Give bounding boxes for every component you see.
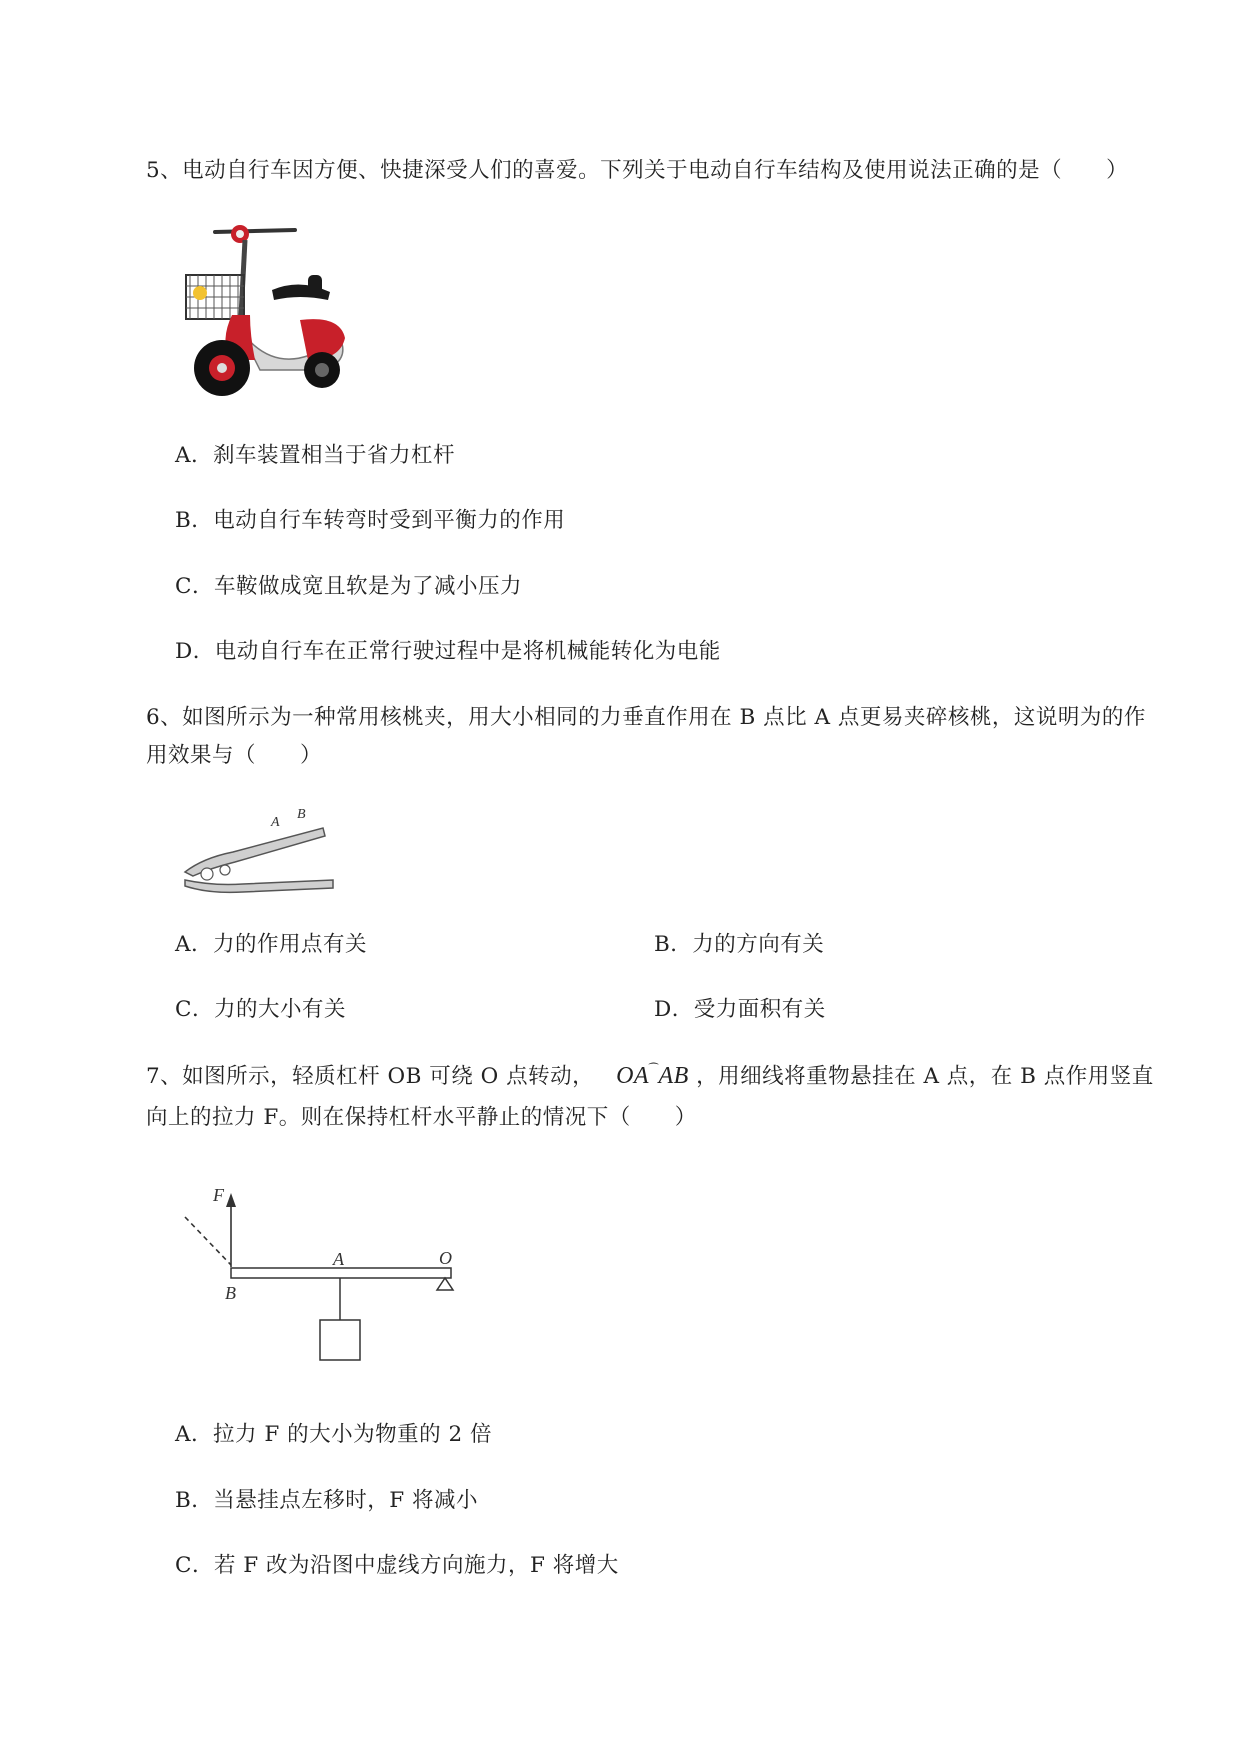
question-7-stem bbox=[146, 1057, 1156, 1137]
question-7-stem-end: ，用细线将重物悬挂在 A 点，在 B 点作用竖直向上的拉力 F。则在保持杠杆水平静止的情况下（ ） bbox=[146, 1064, 1154, 1130]
question-6-option-a: A．力的作用点有关 bbox=[175, 932, 368, 957]
question-5-option-a: A．刹车装置相当于省力杠杆 bbox=[175, 443, 456, 468]
question-6-stem: 6、如图所示为一种常用核桃夹，用大小相同的力垂直作用在 B 点比 A 点更易夹碎核桃，这说明为的作用效果与（ ） bbox=[146, 705, 1146, 768]
lever-label-f: F bbox=[213, 1185, 224, 1205]
question-6-option-b: B．力的方向有关 bbox=[654, 932, 825, 957]
electric-bicycle-image bbox=[180, 220, 370, 405]
question-6-option-c: C．力的大小有关 bbox=[175, 997, 346, 1022]
question-7-math-ab: AB bbox=[658, 1063, 689, 1089]
lever-label-a: A bbox=[333, 1249, 344, 1269]
question-7-math-symbol: ⁀ bbox=[649, 1063, 659, 1076]
nutcracker-label-b: B bbox=[297, 807, 306, 822]
nutcracker-label-a: A bbox=[271, 815, 280, 830]
question-5-stem: 5、电动自行车因方便、快捷深受人们的喜爱。下列关于电动自行车结构及使用说法正确的是（ ） bbox=[146, 158, 1129, 183]
question-7-option-a: A．拉力 F 的大小为物重的 2 倍 bbox=[175, 1422, 492, 1447]
lever-figure bbox=[175, 1175, 475, 1375]
question-5-option-c: C．车鞍做成宽且软是为了减小压力 bbox=[175, 574, 522, 599]
lever-label-o: O bbox=[439, 1248, 452, 1268]
question-7-option-c: C．若 F 改为沿图中虚线方向施力，F 将增大 bbox=[175, 1553, 619, 1578]
nutcracker-figure bbox=[173, 800, 343, 895]
question-7-option-b: B．当悬挂点左移时，F 将减小 bbox=[175, 1488, 479, 1513]
question-5-option-d: D．电动自行车在正常行驶过程中是将机械能转化为电能 bbox=[175, 639, 721, 664]
question-7-math-oa: OA bbox=[616, 1063, 650, 1089]
lever-label-b: B bbox=[225, 1283, 236, 1303]
question-6-option-d: D．受力面积有关 bbox=[654, 997, 826, 1022]
question-7-stem-start: 7、如图所示，轻质杠杆 OB 可绕 O 点转动， bbox=[146, 1064, 595, 1089]
question-5-option-b: B．电动自行车转弯时受到平衡力的作用 bbox=[175, 508, 566, 533]
